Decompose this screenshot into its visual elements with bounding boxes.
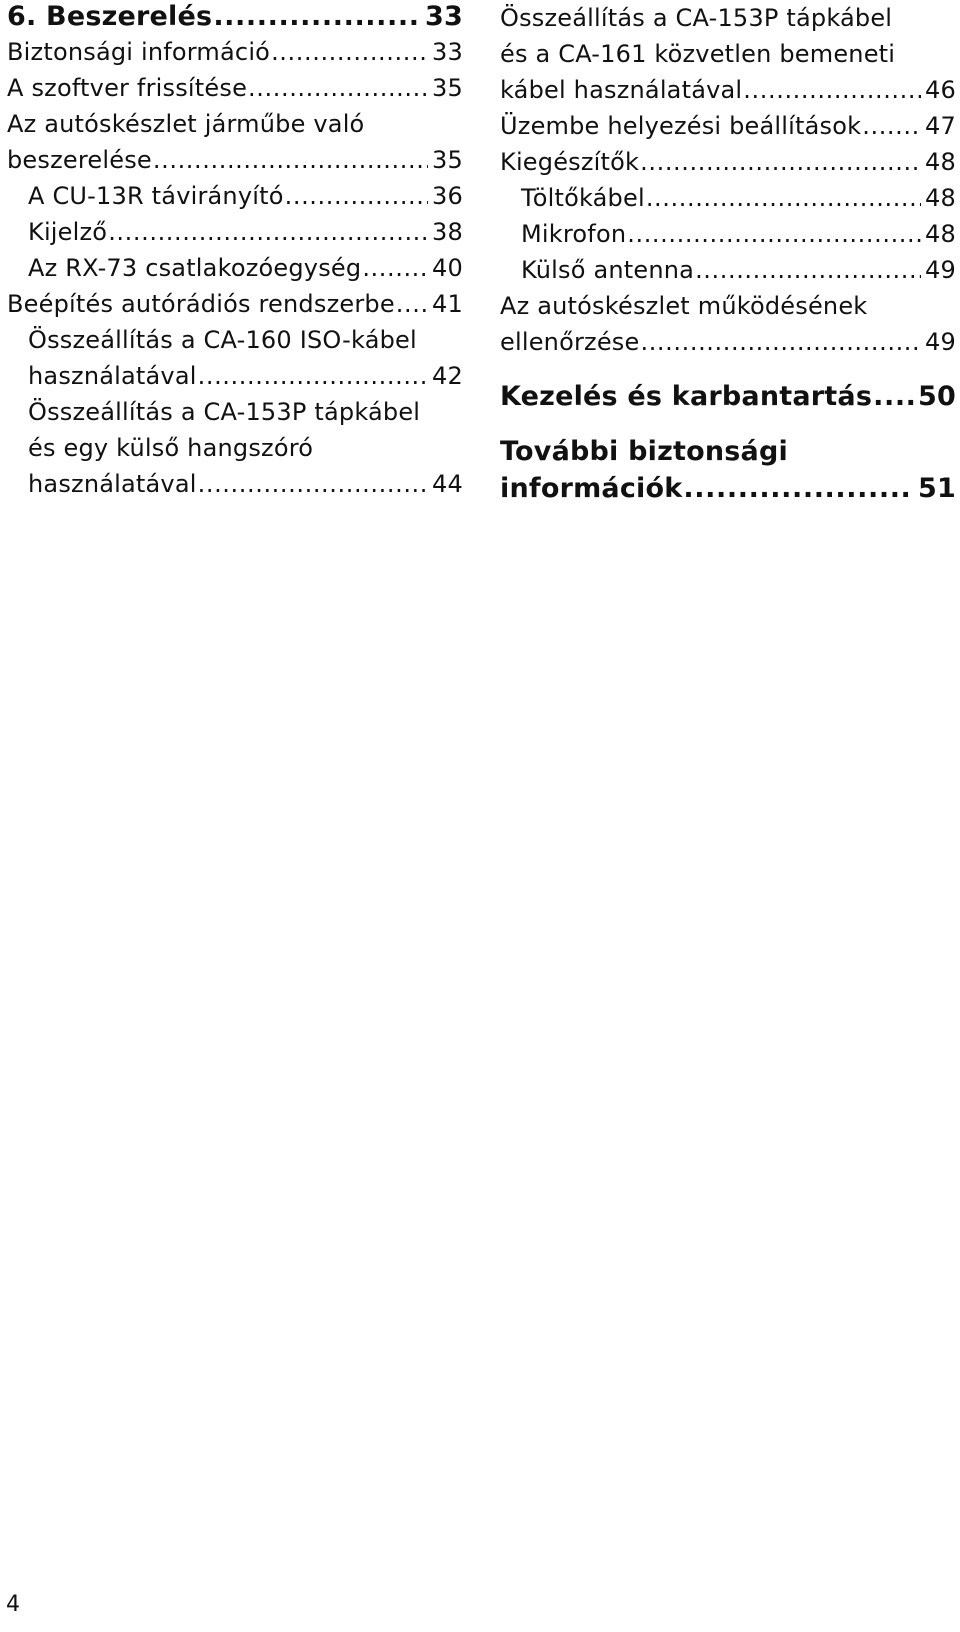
toc-entry-ca-160-iso-kabel[interactable] [7,322,463,394]
toc-page-number: 51 [918,473,956,504]
toc-entry-title: beszerelése [7,146,152,174]
toc-chapter-kezeles-es-karbantartas[interactable] [500,378,956,415]
toc-page-number: 46 [925,76,956,104]
toc-entry-mukodes-ellenorzese[interactable] [500,288,956,360]
toc-page-number: 49 [925,256,956,284]
toc-entry-title: Töltőkábel [521,184,645,212]
toc-entry-biztonsagi-informacio[interactable] [7,34,463,70]
toc-entry-title: használatával [28,470,197,498]
toc-entry-autoskeszlet-beszerelese[interactable] [7,106,463,178]
toc-page-number: 50 [918,381,956,412]
toc-chapter-heading[interactable] [7,0,463,34]
toc-page-number: 48 [925,148,956,176]
toc-page-number: 47 [925,112,956,140]
toc-leader-dots [683,470,914,507]
toc-entry-kijelzo[interactable] [7,214,463,250]
toc-leader-dots [362,250,428,286]
toc-entry-title: Kijelző [28,218,108,246]
page-number: 4 [6,1592,20,1617]
toc-entry-cu-13r-taviranyito[interactable] [7,178,463,214]
toc-leader-dots [153,142,428,178]
toc-entry-kulso-antenna[interactable] [500,252,956,288]
toc-page-number: 33 [425,1,463,32]
toc-leader-dots [627,216,921,252]
toc-leader-dots [271,34,428,70]
toc-entry-title: Biztonsági információ [7,38,271,66]
toc-entry-mikrofon[interactable] [500,216,956,252]
toc-page-number: 36 [432,182,463,210]
toc-page-number: 41 [432,290,463,318]
toc-chapter-tovabbi-biztonsagi-informaciok[interactable] [500,433,956,507]
toc-entry-title: Az RX-73 csatlakozóegység [28,254,362,282]
toc-entry-title: Kezelés és karbantartás [500,381,873,412]
toc-entry-title-line: Az autóskészlet működésének [500,292,868,320]
toc-entry-title-line: és a CA-161 közvetlen bemeneti [500,40,896,68]
toc-entry-title-line: Összeállítás a CA-153P tápkábel [28,398,421,426]
toc-entry-title: Kiegészítők [500,148,640,176]
toc-leader-dots [248,70,428,106]
toc-entry-title: A CU-13R távirányító [28,182,284,210]
toc-entry-title: kábel használatával [500,76,743,104]
toc-leader-dots [198,466,428,502]
toc-leader-dots [646,180,921,216]
toc-page-number: 38 [432,218,463,246]
toc-entry-title-line: Összeállítás a CA-153P tápkábel [500,4,893,32]
toc-page-number: 48 [925,184,956,212]
toc-entry-szoftver-frissitese[interactable] [7,70,463,106]
toc-entry-title: Mikrofon [521,220,627,248]
toc-left-column [7,0,463,502]
toc-leader-dots [285,178,428,214]
toc-entry-uzembe-helyezesi-beallitasok[interactable] [500,108,956,144]
toc-leader-dots [213,0,421,34]
toc-page-number: 33 [432,38,463,66]
toc-entry-title: 6. Beszerelés [7,1,213,32]
toc-page-number: 40 [432,254,463,282]
toc-entry-title: A szoftver frissítése [7,74,248,102]
toc-entry-title-line: További biztonsági [500,436,788,467]
toc-page-number: 49 [925,328,956,356]
toc-entry-rx-73-csatlakozoegyseg[interactable] [7,250,463,286]
toc-entry-title-line: Összeállítás a CA-160 ISO-kábel [28,326,417,354]
toc-entry-title: Külső antenna [521,256,695,284]
toc-entry-title: Beépítés autórádiós rendszerbe [7,290,395,318]
toc-leader-dots [873,378,914,415]
toc-page-number: 35 [432,74,463,102]
toc-entry-title: információk [500,473,683,504]
toc-entry-ca-153p-kulso-hangszoro[interactable] [7,394,463,502]
toc-entry-title-line: Az autóskészlet járműbe való [7,110,365,138]
toc-page-number: 48 [925,220,956,248]
toc-entry-toltokabel[interactable] [500,180,956,216]
toc-leader-dots [108,214,428,250]
toc-right-column [500,0,956,507]
toc-entry-title: ellenőrzése [500,328,640,356]
toc-leader-dots [640,144,921,180]
toc-page-number: 44 [432,470,463,498]
toc-entry-title-line: és egy külső hangszóró [28,434,314,462]
toc-leader-dots [743,72,921,108]
toc-entry-title: Üzembe helyezési beállítások [500,112,862,140]
toc-entry-ca-153p-ca-161-kabel[interactable] [500,0,956,108]
toc-leader-dots [396,286,428,322]
toc-leader-dots [198,358,428,394]
toc-leader-dots [640,324,921,360]
toc-entry-kiegeszitok[interactable] [500,144,956,180]
toc-leader-dots [862,108,921,144]
toc-page-number: 42 [432,362,463,390]
toc-page-number: 35 [432,146,463,174]
toc-entry-beepites-autoradios-rendszerbe[interactable] [7,286,463,322]
toc-entry-title: használatával [28,362,197,390]
toc-leader-dots [695,252,921,288]
